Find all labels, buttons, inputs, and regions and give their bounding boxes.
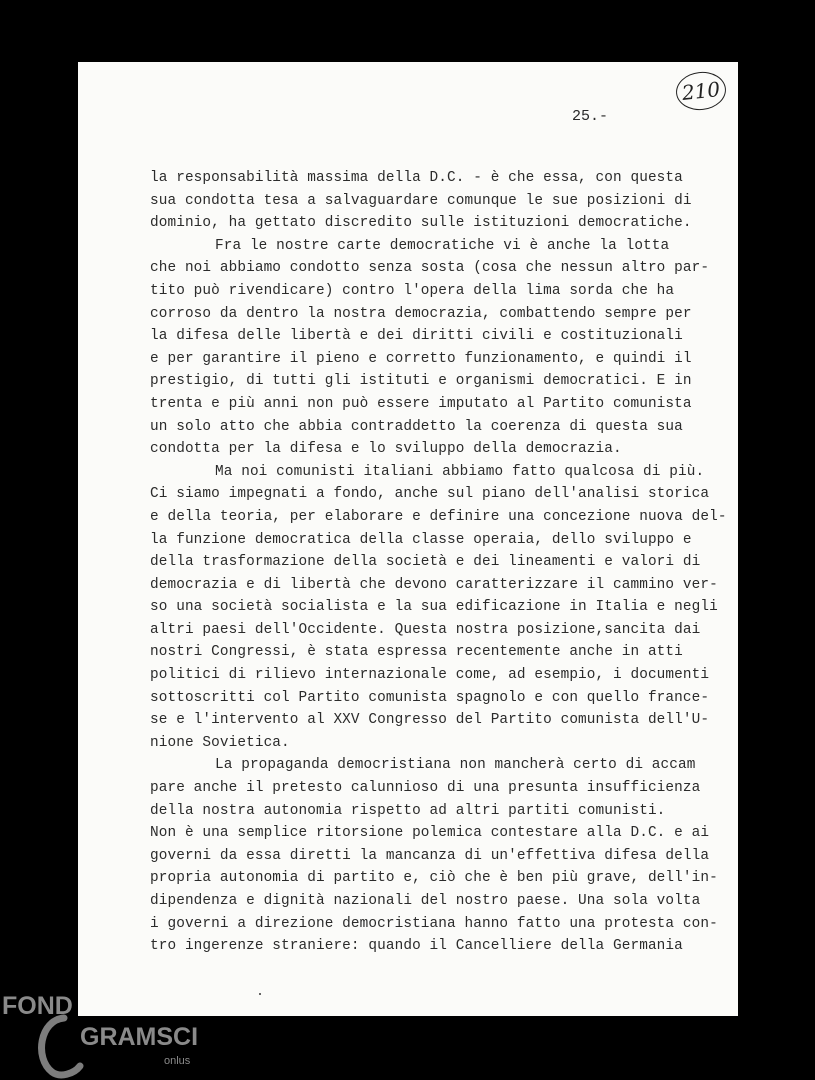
text-line: se e l'intervento al XXV Congresso del Partito comunista dell'U-	[150, 712, 710, 729]
text-line: governi da essa diretti la mancanza di un'effettiva difesa della	[150, 847, 710, 864]
logo-text-gramsci: GRAMSCI	[80, 1023, 199, 1051]
text-line: pare anche il pretesto calunnioso di una presunta insufficienza	[150, 780, 701, 797]
text-line: e per garantire il pieno e corretto funzionamento, e quindi il	[150, 350, 692, 367]
speck	[259, 993, 261, 995]
text-line: nostri Congressi, è stata espressa recentemente anche in atti	[150, 644, 683, 661]
logo-text-fond: FOND	[2, 992, 73, 1020]
text-line: altri paesi dell'Occidente. Questa nostra posizione,sancita dai	[150, 621, 701, 638]
text-line: so una società socialista e la sua edificazione in Italia e negli	[150, 599, 718, 616]
text-line: propria autonomia di partito e, ciò che è ben più grave, dell'in-	[150, 870, 718, 887]
text-line: trenta e più anni non può essere imputato al Partito comunista	[150, 395, 692, 412]
text-line: che noi abbiamo condotto senza sosta (cosa che nessun altro par-	[150, 260, 710, 277]
page-number: 25.-	[572, 108, 609, 125]
text-line: della nostra autonomia rispetto ad altri partiti comunisti.	[150, 802, 666, 819]
logo-text-onlus: onlus	[164, 1055, 191, 1067]
text-line: della trasformazione della società e dei lineamenti e valori di	[150, 554, 701, 571]
archive-folio-number: 210	[674, 69, 728, 112]
text-line: e della teoria, per elaborare e definire una concezione nuova del-	[150, 508, 727, 525]
text-line: condotta per la difesa e lo sviluppo della democrazia.	[150, 441, 622, 458]
text-line: corroso da dentro la nostra democrazia, combattendo sempre per	[150, 305, 692, 322]
text-line: tro ingerenze straniere: quando il Cancelliere della Germania	[150, 938, 683, 955]
fondazione-gramsci-logo	[0, 988, 210, 1080]
logo-swoosh-icon	[42, 1018, 80, 1075]
typewritten-text	[150, 170, 727, 961]
text-line: i governi a direzione democristiana hanno fatto una protesta con-	[150, 915, 718, 932]
text-line: La propaganda democristiana non mancherà certo di accam	[215, 757, 696, 774]
text-line: nione Sovietica.	[150, 734, 290, 751]
text-line: la difesa delle libertà e dei diritti civili e costituzionali	[150, 328, 683, 345]
text-line: tito può rivendicare) contro l'opera della lima sorda che ha	[150, 282, 675, 299]
text-line: la funzione democratica della classe operaia, dello sviluppo e	[150, 531, 692, 548]
text-line: prestigio, di tutti gli istituti e organismi democratici. E in	[150, 373, 692, 390]
text-line: dipendenza e dignità nazionali del nostro paese. Una sola volta	[150, 893, 701, 909]
text-line: Ma noi comunisti italiani abbiamo fatto qualcosa di più.	[215, 463, 705, 480]
text-line: politici di rilievo internazionale come, ad esempio, i documenti	[150, 667, 710, 684]
text-line: democrazia e di libertà che devono caratterizzare il cammino ver-	[150, 576, 718, 593]
text-line: Ci siamo impegnati a fondo, anche sul piano dell'analisi storica	[150, 486, 710, 503]
text-line: un solo atto che abbia contraddetto la coerenza di questa sua	[150, 418, 683, 435]
text-line: Non è una semplice ritorsione polemica contestare alla D.C. e ai	[150, 825, 710, 842]
text-line: sottoscritti col Partito comunista spagnolo e con quello france-	[150, 689, 710, 706]
text-line: sua condotta tesa a salvaguardare comunque le sue posizioni di	[150, 192, 692, 209]
text-line: la responsabilità massima della D.C. - è che essa, con questa	[150, 170, 683, 186]
text-line: Fra le nostre carte democratiche vi è anche la lotta	[215, 237, 670, 254]
text-line: dominio, ha gettato discredito sulle istituzioni democratiche.	[150, 215, 692, 232]
